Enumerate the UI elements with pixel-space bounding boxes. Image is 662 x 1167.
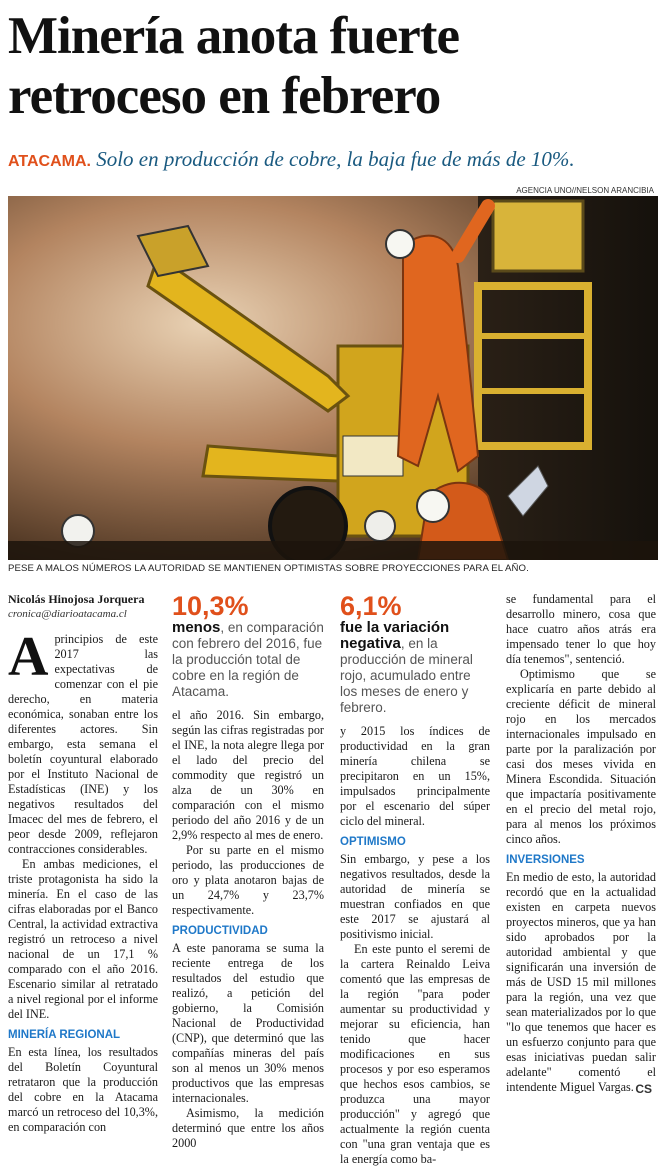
stat-copper-text: , en comparación con febrero del 2016, fue la producción total de cobre en la región de Atacama. xyxy=(172,620,324,699)
photo-caption: PESE A MALOS NÚMEROS LA AUTORIDAD SE MANTIENEN OPTIMISTAS SOBRE PROYECCIONES PARA EL AÑO. xyxy=(8,563,529,574)
stat-copper-number: 10,3% xyxy=(172,591,249,621)
column-1 xyxy=(8,592,158,1135)
column-2 xyxy=(172,592,324,1151)
stat-red-mineral-callout xyxy=(340,620,490,716)
stat-red-mineral-number: 6,1% xyxy=(340,591,402,621)
paragraph: y 2015 los índices de productividad en la gran minería chilena se precipitaron en un 15%, impulsados principalmente por el escenario del súper ciclo del mineral. xyxy=(340,724,490,828)
stat-red-mineral-lead: fue la variación negativa xyxy=(340,619,450,652)
headline-line-2: retroceso en febrero xyxy=(8,67,441,125)
paragraph: En este punto el seremi de la cartera Reinaldo Leiva comentó que las empresas de la región "para poder aumentar su productividad y mejorar su eficiencia, han tenido que hacer modificaciones en sus procesos y por eso esperamos que hechos esos cambios, se produzca una mayor producción" y agregó que actualmente la región cuenta con "una gran ventaja que es la energía como ba- xyxy=(340,942,490,1166)
warning-sign xyxy=(343,436,403,476)
headline xyxy=(8,6,658,126)
section-heading-inversiones: INVERSIONES xyxy=(506,854,585,866)
paragraph: Sin embargo, y pese a los negativos resultados, desde la autoridad de minería se muestran confiados en que este 2017 se ajustará al positivismo inicial. xyxy=(340,852,490,941)
subheadline xyxy=(8,147,658,172)
paragraph: se fundamental para el desarrollo minero, cosa que hace cuatro años atrás era impensado tener lo que hoy día tenemos", sentenció. xyxy=(506,592,656,666)
end-mark: CS xyxy=(635,1082,652,1096)
paragraph: Asimismo, la medición determinó que entre los años 2000 xyxy=(172,1106,324,1150)
section-heading-productividad: PRODUCTIVIDAD xyxy=(172,925,268,937)
worker-2-helmet xyxy=(417,490,449,522)
subtitle: Solo en producción de cobre, la baja fue de más de 10%. xyxy=(96,147,575,171)
mining-photo-illustration xyxy=(8,196,658,560)
photo-credit: AGENCIA UNO//NELSON ARANCIBIA xyxy=(516,186,654,195)
headline-line-1: Minería anota fuerte xyxy=(8,7,459,65)
machine-upper-frame xyxy=(493,201,583,271)
paragraph: En medio de esto, la autoridad recordó que en la actualidad existen en carpeta nuevos proyectos mineros, que ya han sido aprobados por la autoridad ambiental y que significarán una inversión de más de USD 15 mil millones para la región, una vez que sean materializados por lo que "lo que tenemos que hacer es un esfuerzo conjunto para que esas iniciativas puedan salir adelante" comentó el intendente Miguel Vargas. xyxy=(506,870,656,1094)
column-3 xyxy=(340,592,490,1167)
paragraph: A este panorama se suma la reciente entrega de los resultados del estudio que realizó, a petición del gobierno, la Comisión Nacional de Productividad (CNP), que determinó que las compañías mineras del país son al menos un 30% menos productivos que las empresas internacionales. xyxy=(172,941,324,1105)
lead-paragraph xyxy=(8,626,158,857)
worker-helmet xyxy=(386,230,414,258)
mining-photo xyxy=(8,196,658,560)
stat-copper-lead: menos xyxy=(172,619,221,636)
worker-3-helmet xyxy=(365,511,395,541)
paragraph: Por su parte en el mismo periodo, las producciones de oro y plata anotaron bajas de un 24,7% y 23,7% respectivamente. xyxy=(172,843,324,917)
paragraph: En ambas mediciones, el triste protagonista ha sido la minería. En el caso de las cifras elaboradas por el Banco Central, la actividad extractiva registró un retroceso a nivel nacional de un 17,1 % comparado con el año 2016. Escenario similar al retratado a nivel regional por el informe del INE. xyxy=(8,857,158,1021)
column-4 xyxy=(506,592,656,1095)
kicker: ATACAMA. xyxy=(8,153,91,170)
paragraph: Optimismo que se explicaría en parte debido al creciente déficit de mineral rojo en los mercados internacionales impulsado en parte por la paralización por casi dos meses vivida en Minera Escondida. Situación que impactaría positivamente en el precio del metal rojo, para al menos los próximos cinco años. xyxy=(506,667,656,846)
drop-cap: A xyxy=(8,626,49,688)
paragraph: En esta línea, los resultados del Boletín Coyuntural retrataron que la producción del cobre en la Atacama marcó un retroceso del 10,3%, en comparación con xyxy=(8,1045,158,1134)
stat-copper-callout xyxy=(172,620,324,700)
stat-red-mineral-text: , en la producción de mineral rojo, acumulado entre los meses de enero y febrero. xyxy=(340,636,473,715)
author-email: cronica@diarioatacama.cl xyxy=(8,608,127,620)
paragraph: el año 2016. Sin embargo, según las cifras registradas por el INE, la nota alegre llega por el lado del precio del commodity que registró un alza de un 30% en comparación con el mismo periodo del año 2016 y de un 2,9% respecto al mes de enero. xyxy=(172,708,324,842)
lead-text: principios de este 2017 las expectativas de comenzar con el pie derecho, en materia económica, sonaban entre los diferentes actores. Sin embargo, esta semana el boletín coyuntural elaborado por el Instituto Nacional de Estadísticas (INE) y los negativos resultados del Imacec del mes de febrero, el peor desde 2009, reflejaron contracciones considerables. xyxy=(8,632,158,856)
author-name: Nicolás Hinojosa Jorquera xyxy=(8,592,145,606)
section-heading-mineria-regional: MINERÍA REGIONAL xyxy=(8,1029,121,1041)
section-heading-optimismo: OPTIMISMO xyxy=(340,836,406,848)
